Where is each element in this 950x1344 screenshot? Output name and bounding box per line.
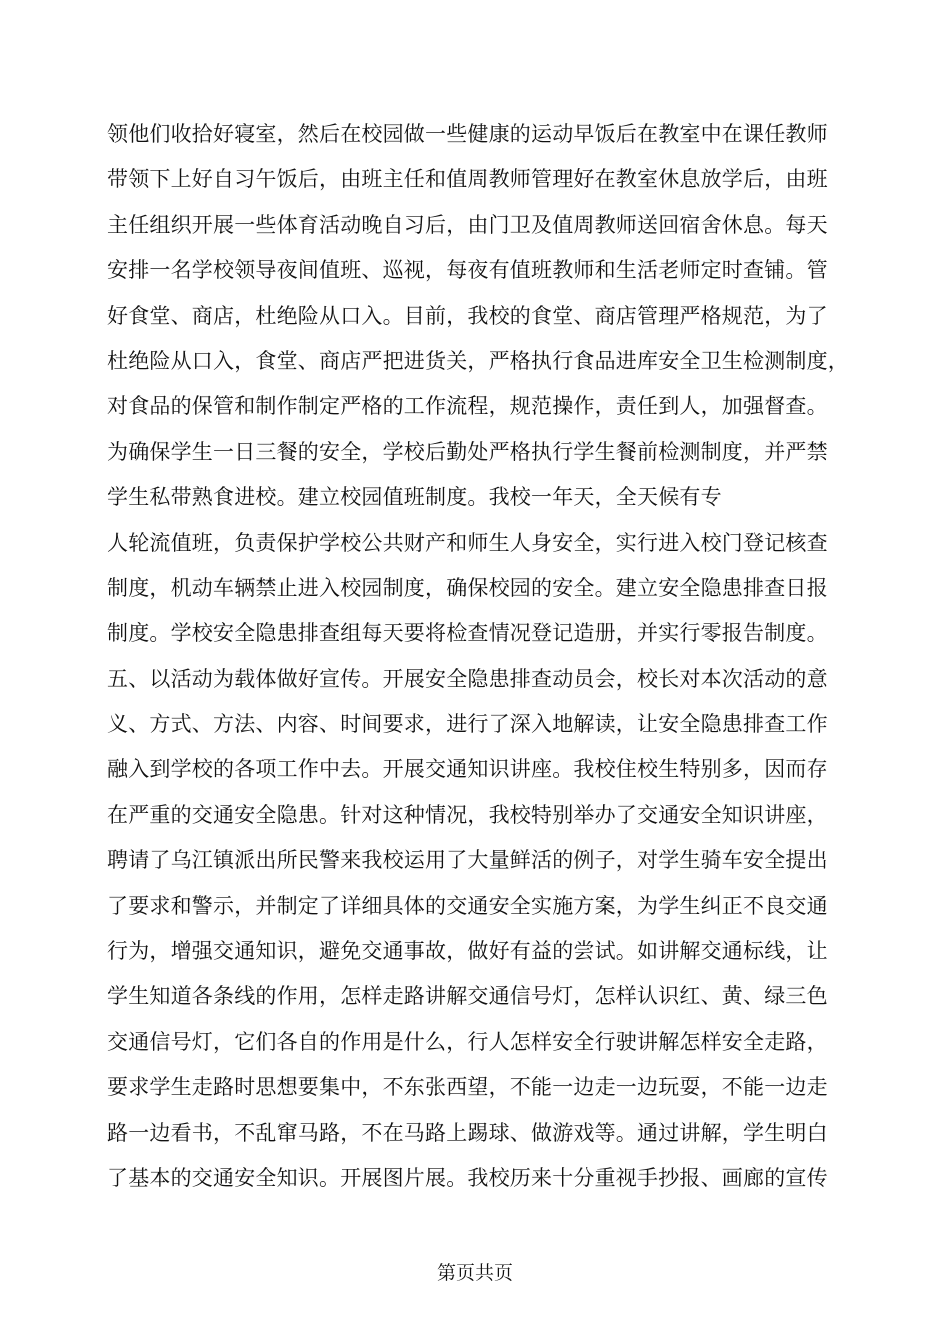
text-line-4: 安排一名学校领导夜间值班、巡视，每夜有值班教师和生活老师定时查铺。管 [107,258,828,283]
text-line-24: 了基本的交通安全知识。开展图片展。我校历来十分重视手抄报、画廊的宣传 [107,1165,828,1190]
text-line-8: 为确保学生一日三餐的安全，学校后勤处严格执行学生餐前检测制度，并严禁 [107,439,828,464]
body-text [107,112,867,1201]
text-line-14: 义、方式、方法、内容、时间要求，进行了深入地解读，让安全隐患排查工作 [107,712,828,737]
text-line-17: 聘请了乌江镇派出所民警来我校运用了大量鲜活的例子，对学生骑车安全提出 [107,848,828,873]
text-line-10: 人轮流值班，负责保护学校公共财产和师生人身安全，实行进入校门登记核查 [107,530,828,555]
text-line-3: 主任组织开展一些体育活动晚自习后，由门卫及值周教师送回宿舍休息。每天 [107,212,828,237]
text-line-9: 学生私带熟食进校。建立校园值班制度。我校一年天，全天候有专 [107,485,722,510]
text-line-6: 杜绝险从口入，食堂、商店严把进货关，严格执行食品进库安全卫生检测制度， [107,348,849,373]
text-line-2: 带领下上好自习午饭后，由班主任和值周教师管理好在教室休息放学后，由班 [107,167,828,192]
text-line-23: 路一边看书，不乱窜马路，不在马路上踢球、做游戏等。通过讲解，学生明白 [107,1120,828,1145]
text-line-7: 对食品的保管和制作制定严格的工作流程，规范操作，责任到人，加强督查。 [107,394,828,419]
text-line-18: 了要求和警示，并制定了详细具体的交通安全实施方案，为学生纠正不良交通 [107,893,828,918]
text-line-5: 好食堂、商店，杜绝险从口入。目前，我校的食堂、商店管理严格规范，为了 [107,303,828,328]
text-line-11: 制度，机动车辆禁止进入校园制度，确保校园的安全。建立安全隐患排查日报 [107,575,828,600]
text-line-1: 领他们收拾好寝室，然后在校园做一些健康的运动早饭后在教室中在课任教师 [107,122,828,146]
text-line-15: 融入到学校的各项工作中去。开展交通知识讲座。我校住校生特别多，因而存 [107,757,828,782]
text-line-19: 行为，增强交通知识，避免交通事故，做好有益的尝试。如讲解交通标线，让 [107,939,828,964]
text-line-16: 在严重的交通安全隐患。针对这种情况，我校特别举办了交通安全知识讲座， [107,802,828,827]
page-footer: 第页共页 [436,1262,513,1284]
text-line-12: 制度。学校安全隐患排查组每天要将检查情况登记造册，并实行零报告制度。 [107,621,828,646]
text-line-21: 交通信号灯，它们各自的作用是什么，行人怎样安全行驶讲解怎样安全走路， [107,1029,828,1054]
text-line-22: 要求学生走路时思想要集中，不东张西望，不能一边走一边玩耍，不能一边走 [107,1075,828,1100]
text-line-20: 学生知道各条线的作用，怎样走路讲解交通信号灯，怎样认识红、黄、绿三色 [107,984,828,1009]
text-line-13: 五、以活动为载体做好宣传。开展安全隐患排查动员会，校长对本次活动的意 [107,666,828,691]
